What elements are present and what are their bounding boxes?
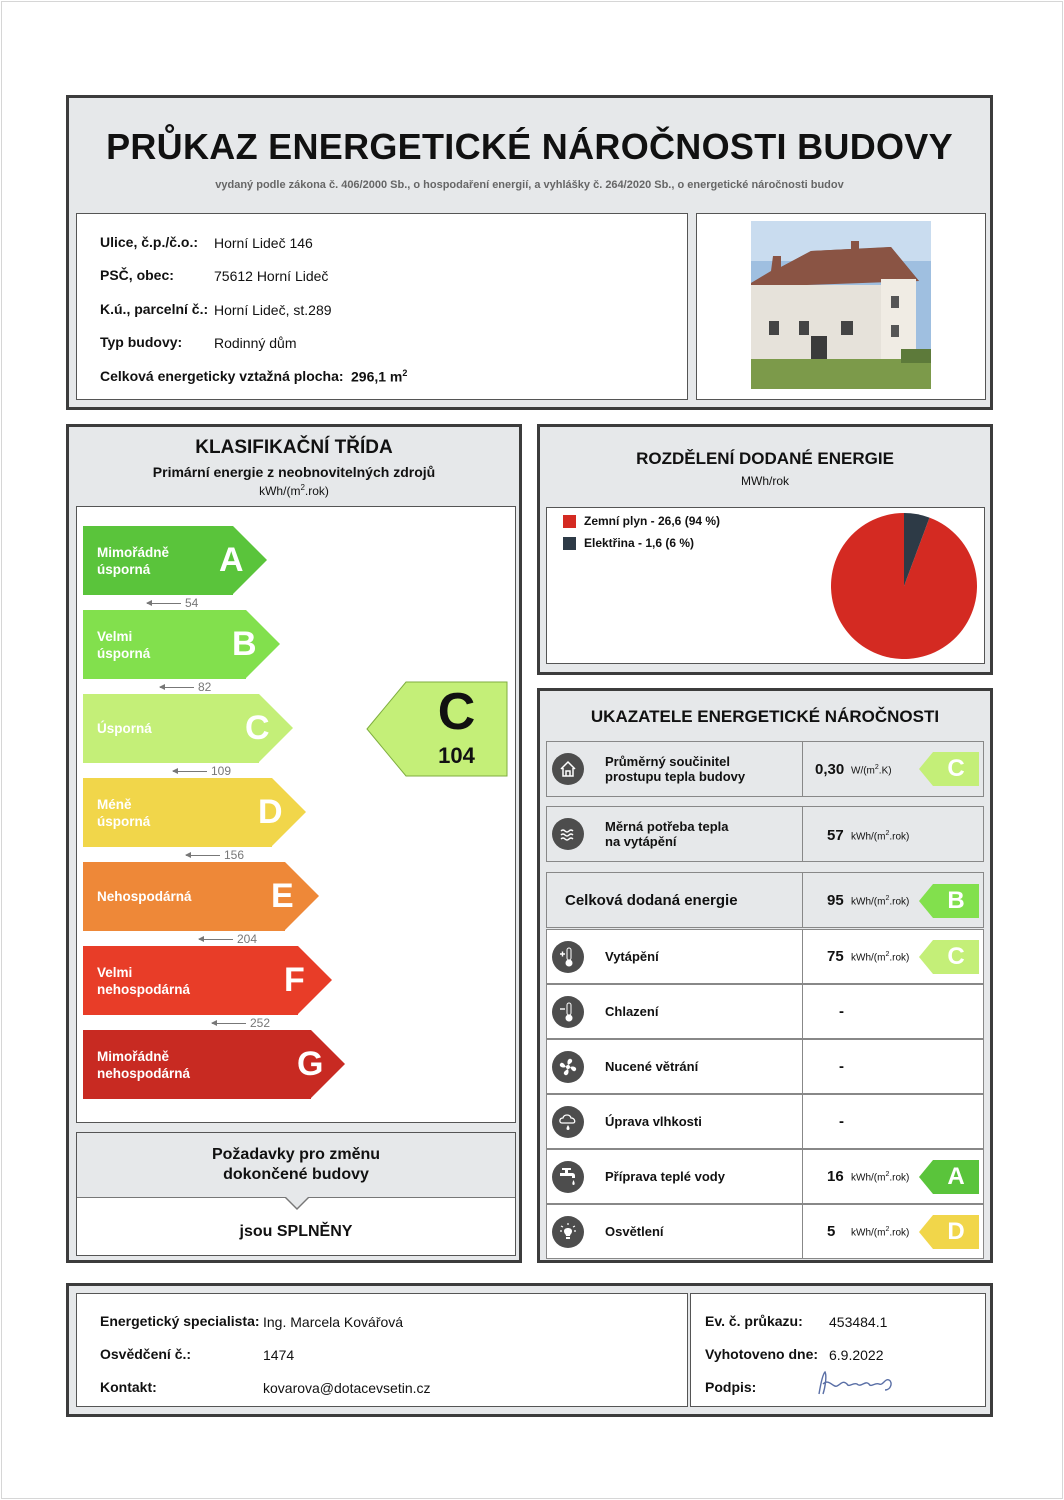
- record-number-value: 453484.1: [829, 1314, 888, 1330]
- classification-unit: kWh/$(m^2.rok)$: [259, 483, 329, 498]
- indicator-label: Příprava teplé vody: [605, 1169, 725, 1184]
- humidity-cloud-icon: [552, 1106, 584, 1138]
- indicator-row: [546, 1039, 984, 1094]
- distribution-chart-box: [546, 507, 985, 664]
- indicator-value: 16: [827, 1168, 844, 1185]
- indicator-row: [546, 929, 984, 984]
- indicator-row: [546, 984, 984, 1039]
- indicator-label: Osvětlení: [605, 1224, 664, 1239]
- indicator-row: [546, 1204, 984, 1259]
- indicator-unit: kWh/$(m^2.rok)$: [851, 1171, 910, 1184]
- result-class-letter: C: [437, 683, 476, 741]
- light-bulb-icon: [552, 1216, 584, 1248]
- document-title: PRŮKAZ ENERGETICKÉ NÁROČNOSTI BUDOVY: [106, 126, 953, 167]
- contact-value: kovarova@dotacevsetin.cz: [263, 1380, 431, 1396]
- indicator-label: Chlazení: [605, 1004, 659, 1019]
- footer-panel: [66, 1283, 993, 1417]
- distribution-unit: MWh/rok: [741, 474, 789, 488]
- class-letter: B: [232, 625, 257, 663]
- indicator-class-badge: A: [933, 1160, 979, 1194]
- distribution-title: ROZDĚLENÍ DODANÉ ENERGIE: [636, 449, 894, 468]
- legend-item: Zemní plyn - 26,6 (94 %): [563, 514, 720, 528]
- street-label: Ulice, č.p./č.o.:: [100, 234, 199, 250]
- indicator-label: Úprava vlhkosti: [605, 1114, 702, 1129]
- class-threshold: 204: [199, 932, 257, 946]
- street-value: Horní Lideč 146: [214, 235, 313, 251]
- classification-subtitle: Primární energie z neobnovitelných zdrojů: [152, 464, 436, 480]
- result-class-marker: [366, 681, 508, 777]
- zip-value: 75612 Horní Lideč: [214, 268, 329, 284]
- distribution-panel: [537, 424, 993, 675]
- building-photo: [751, 221, 931, 389]
- indicator-value: 5: [827, 1223, 836, 1240]
- class-threshold: 156: [186, 848, 244, 862]
- record-number-label: Ev. č. průkazu:: [705, 1313, 803, 1329]
- indicator-row-u-value: [546, 741, 984, 797]
- indicator-row: [546, 1149, 984, 1204]
- record-box: [690, 1293, 986, 1407]
- requirements-result: jsou SPLNĚNY: [239, 1223, 353, 1240]
- class-name: Mimořádně nehospodárná: [97, 1048, 191, 1081]
- cadastral-label: K.ú., parcelní č.:: [100, 301, 209, 317]
- building-type-value: Rodinný dům: [214, 335, 297, 351]
- u-value-unit: $W/(m^2.K)$: [851, 764, 892, 777]
- indicator-value: -: [839, 1003, 844, 1020]
- specialist-label: Energetický specialista:: [100, 1313, 260, 1329]
- contact-label: Kontakt:: [100, 1379, 157, 1395]
- classification-title: KLASIFIKAČNÍ TŘÍDA: [195, 437, 393, 458]
- total-energy-label: Celková dodaná energie: [565, 892, 738, 909]
- fan-icon: [552, 1051, 584, 1083]
- area-label: Celková energeticky vztažná plocha:: [100, 368, 344, 384]
- class-name: Úsporná: [97, 721, 152, 736]
- house-icon: [552, 753, 584, 785]
- signature-label: Podpis:: [705, 1379, 757, 1395]
- heat-demand-unit: kWh/$(m^2.rok)$: [851, 830, 910, 843]
- building-type-label: Typ budovy:: [100, 334, 183, 350]
- certificate-value: 1474: [263, 1347, 295, 1363]
- class-name: Nehospodárná: [97, 889, 192, 904]
- issue-date-label: Vyhotoveno dne:: [705, 1346, 819, 1362]
- heat-waves-icon: [552, 818, 584, 850]
- indicator-class-badge: D: [933, 1215, 979, 1249]
- heat-demand-label: Měrná potřeba tepla na vytápění: [605, 819, 729, 849]
- class-letter: D: [258, 793, 283, 831]
- indicators-title: UKAZATELE ENERGETICKÉ NÁROČNOSTI: [590, 707, 940, 726]
- class-threshold: 252: [212, 1016, 270, 1030]
- indicator-class-badge: C: [933, 940, 979, 974]
- result-class-value: 104: [438, 743, 475, 768]
- water-tap-icon: [552, 1161, 584, 1193]
- class-threshold: 54: [147, 596, 198, 610]
- class-letter: A: [219, 541, 244, 579]
- issue-date-value: 6.9.2022: [829, 1347, 884, 1363]
- specialist-box: [76, 1293, 688, 1407]
- indicator-label: Nucené větrání: [605, 1059, 699, 1074]
- building-info-box: [76, 213, 688, 400]
- indicator-row-total-energy: [546, 872, 984, 928]
- u-value-label: Průměrný součinitel prostupu tepla budovy: [605, 754, 746, 784]
- class-letter: F: [284, 961, 305, 999]
- header-panel: [66, 95, 993, 410]
- total-energy-unit: kWh/$(m^2.rok)$: [851, 895, 910, 908]
- class-threshold: 82: [160, 680, 211, 694]
- pie-chart: [829, 511, 979, 661]
- cadastral-value: Horní Lideč, st.289: [214, 302, 332, 318]
- indicator-value: 75: [827, 948, 844, 965]
- total-energy-class-badge: B: [933, 884, 979, 918]
- u-value: 0,30: [815, 761, 845, 778]
- class-letter: C: [245, 709, 270, 747]
- building-photo-box: [696, 213, 986, 400]
- class-letter: E: [271, 877, 294, 915]
- requirements-title-2: dokončené budovy: [223, 1166, 369, 1183]
- class-name: Mimořádně úsporná: [97, 544, 170, 577]
- area-value: 296,1 $m^2$: [351, 368, 408, 385]
- certificate-label: Osvědčení č.:: [100, 1346, 192, 1362]
- indicator-value: -: [839, 1058, 844, 1075]
- indicator-unit: kWh/$(m^2.rok)$: [851, 1226, 910, 1239]
- legend-swatch: [563, 537, 576, 550]
- indicator-row-heat-demand: [546, 806, 984, 862]
- class-name: Velmi nehospodárná: [97, 964, 191, 997]
- class-threshold: 109: [173, 764, 231, 778]
- u-value-class-badge: C: [933, 752, 979, 786]
- class-name: Velmi úsporná: [97, 628, 151, 661]
- thermometer-minus-icon: [552, 996, 584, 1028]
- signature: [811, 1364, 901, 1400]
- zip-label: PSČ, obec:: [100, 267, 174, 283]
- document-subtitle: vydaný podle zákona č. 406/2000 Sb., o hospodaření energií, a vyhlášky č. 264/2020 Sb., o energetické náročnosti budov: [215, 179, 844, 191]
- indicator-value: -: [839, 1113, 844, 1130]
- indicator-unit: kWh/$(m^2.rok)$: [851, 951, 910, 964]
- indicator-row: [546, 1094, 984, 1149]
- requirements-box: [76, 1132, 516, 1256]
- class-name: Méně úsporná: [97, 796, 151, 829]
- specialist-value: Ing. Marcela Kovářová: [263, 1314, 404, 1330]
- heat-demand-value: 57: [827, 827, 844, 844]
- class-letter: G: [297, 1045, 324, 1083]
- indicator-label: Vytápění: [605, 949, 659, 964]
- legend-item: Elektřina - 1,6 (6 %): [563, 536, 694, 550]
- total-energy-value: 95: [827, 892, 844, 909]
- requirements-title-1: Požadavky pro změnu: [211, 1146, 381, 1163]
- requirements-header: [77, 1133, 515, 1197]
- legend-swatch: [563, 515, 576, 528]
- thermometer-plus-icon: [552, 941, 584, 973]
